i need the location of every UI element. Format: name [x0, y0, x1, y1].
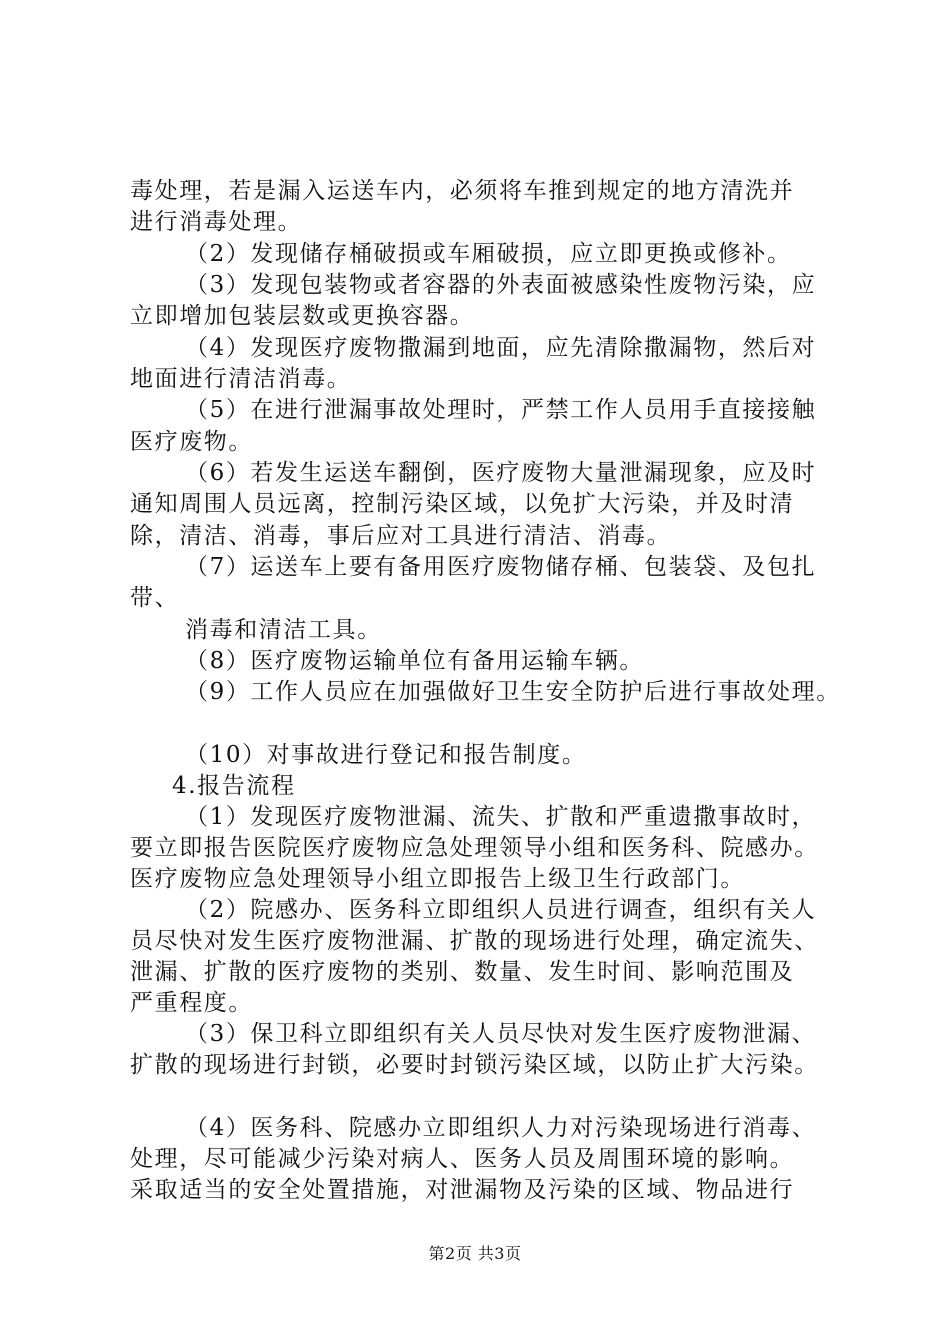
text-line: 要立即报告医院医疗废物应急处理领导小组和医务科、院感办。: [130, 835, 819, 861]
text-line: （5）在进行泄漏事故处理时，严禁工作人员用手直接接触: [185, 397, 817, 423]
text-line: （2）院感办、医务科立即组织人员进行调查，组织有关人: [185, 897, 817, 923]
text-line: 进行消毒处理。: [130, 209, 303, 235]
text-line: 通知周围人员远离，控制污染区域，以免扩大污染，并及时清: [130, 491, 795, 517]
text-line: 医疗废物。: [130, 429, 253, 455]
text-line: （2）发现储存桶破损或车厢破损，应立即更换或修补。: [185, 241, 792, 267]
text-line: （4）医务科、院感办立即组织人力对污染现场进行消毒、: [185, 1115, 817, 1141]
text-line: （8）医疗废物运输单位有备用运输车辆。: [185, 648, 645, 674]
text-line: 除，清洁、消毒，事后应对工具进行清洁、消毒。: [130, 523, 672, 549]
text-line: （10）对事故进行登记和报告制度。: [185, 742, 587, 768]
text-line: （9）工作人员应在加强做好卫生安全防护后进行事故处理。: [185, 679, 841, 705]
text-line: 处理，尽可能减少污染对病人、医务人员及周围环境的影响。: [130, 1146, 795, 1172]
text-line: 地面进行清洁消毒。: [130, 366, 352, 392]
text-line: （6）若发生运送车翻倒，医疗废物大量泄漏现象，应及时: [185, 460, 817, 486]
text-line: （4）发现医疗废物撒漏到地面，应先清除撒漏物，然后对: [185, 335, 817, 361]
text-line: 员尽快对发生医疗废物泄漏、扩散的现场进行处理，确定流失、: [130, 928, 819, 954]
text-line: 严重程度。: [130, 990, 253, 1016]
page-footer: 第2页 共3页: [428, 1244, 522, 1263]
text-line: （1）发现医疗废物泄漏、流失、扩散和严重遗撒事故时，: [185, 804, 817, 830]
section-heading: 4.报告流程: [172, 773, 296, 799]
text-line: （7）运送车上要有备用医疗废物储存桶、包装袋、及包扎: [185, 554, 817, 580]
text-line: 毒处理，若是漏入运送车内，必须将车推到规定的地方清洗并: [130, 178, 795, 204]
text-line: 泄漏、扩散的医疗废物的类别、数量、发生时间、影响范围及: [130, 959, 795, 985]
text-line: （3）发现包装物或者容器的外表面被感染性废物污染，应: [185, 272, 817, 298]
text-line: 带、: [130, 585, 180, 611]
text-line: 扩散的现场进行封锁，必要时封锁污染区域，以防止扩大污染。: [130, 1052, 819, 1078]
text-line: （3）保卫科立即组织有关人员尽快对发生医疗废物泄漏、: [185, 1021, 817, 1047]
text-line: 采取适当的安全处置措施，对泄漏物及污染的区域、物品进行: [130, 1177, 795, 1203]
text-line: 消毒和清洁工具。: [185, 617, 382, 643]
text-line: 立即增加包装层数或更换容器。: [130, 303, 475, 329]
text-line: 医疗废物应急处理领导小组立即报告上级卫生行政部门。: [130, 866, 745, 892]
